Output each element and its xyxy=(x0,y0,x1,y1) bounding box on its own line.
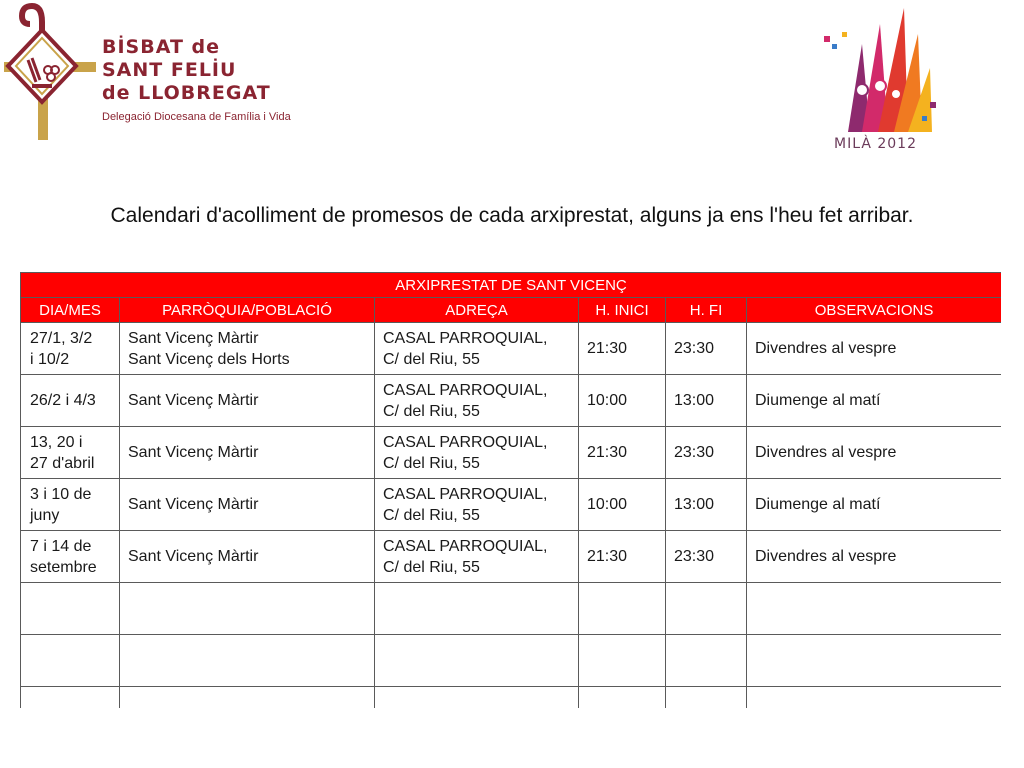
diocese-crosier-emblem-icon xyxy=(2,2,98,142)
bisbat-logo xyxy=(2,2,347,142)
cell-parish xyxy=(120,635,375,687)
cell-address-line: C/ del Riu, 55 xyxy=(383,506,480,524)
col-header-date: DIA/MES xyxy=(21,298,120,323)
cell-notes: Divendres al vespre xyxy=(747,427,1002,479)
cell-address-line: C/ del Riu, 55 xyxy=(383,558,480,576)
cell-end-time xyxy=(666,583,747,635)
cell-date xyxy=(21,531,120,583)
cell-end-time: 13:00 xyxy=(666,375,747,427)
table-title: ARXIPRESTAT DE SANT VICENÇ xyxy=(21,273,1002,298)
cell-end-time xyxy=(666,635,747,687)
col-header-address: ADREÇA xyxy=(375,298,579,323)
cell-date xyxy=(21,323,120,375)
cell-address xyxy=(375,531,579,583)
cell-start-time xyxy=(579,583,666,635)
table-row xyxy=(21,531,1002,583)
cell-start-time: 21:30 xyxy=(579,427,666,479)
col-header-start: H. INICI xyxy=(579,298,666,323)
cell-date xyxy=(21,427,120,479)
cell-date-line: 7 i 14 de xyxy=(30,537,92,555)
cell-date xyxy=(21,375,120,427)
cell-parish-line: Sant Vicenç dels Horts xyxy=(128,350,290,368)
schedule-table-wrapper xyxy=(20,272,1001,708)
cell-address-line: CASAL PARROQUIAL, xyxy=(383,485,548,503)
mila-2012-logo xyxy=(818,4,940,156)
cell-notes: Diumenge al matí xyxy=(747,479,1002,531)
cell-parish xyxy=(120,427,375,479)
cell-date-line: 13, 20 i xyxy=(30,433,83,451)
cell-parish xyxy=(120,583,375,635)
cell-notes: Divendres al vespre xyxy=(747,531,1002,583)
cell-address xyxy=(375,479,579,531)
cell-address xyxy=(375,635,579,687)
cell-notes xyxy=(747,583,1002,635)
org-name-line-1: BİSBAT de xyxy=(102,36,221,58)
cell-address-line: C/ del Riu, 55 xyxy=(383,402,480,420)
cell-address xyxy=(375,323,579,375)
table-row xyxy=(21,635,1002,687)
cell-address-line: CASAL PARROQUIAL, xyxy=(383,433,548,451)
cell-address xyxy=(375,687,579,709)
cell-parish-line: Sant Vicenç Màrtir xyxy=(128,329,259,347)
cell-date-line: 3 i 10 de xyxy=(30,485,92,503)
cell-start-time: 10:00 xyxy=(579,375,666,427)
cell-start-time xyxy=(579,635,666,687)
cell-notes xyxy=(747,635,1002,687)
cell-start-time: 10:00 xyxy=(579,479,666,531)
org-name-line-3: de LLOBREGAT xyxy=(102,82,271,104)
cell-parish-line: Sant Vicenç Màrtir xyxy=(128,496,259,513)
cell-parish xyxy=(120,687,375,709)
table-row xyxy=(21,687,1002,709)
cell-address xyxy=(375,427,579,479)
cell-end-time: 23:30 xyxy=(666,323,747,375)
cell-date xyxy=(21,687,120,709)
table-row xyxy=(21,375,1002,427)
cell-address-line: CASAL PARROQUIAL, xyxy=(383,537,548,555)
cell-start-time: 21:30 xyxy=(579,531,666,583)
table-row xyxy=(21,583,1002,635)
cell-address xyxy=(375,375,579,427)
table-row xyxy=(21,427,1002,479)
cell-address-line: C/ del Riu, 55 xyxy=(383,350,480,368)
org-name-line-2: SANT FELİU xyxy=(102,59,237,81)
cell-address-line: CASAL PARROQUIAL, xyxy=(383,381,548,399)
cell-notes: Divendres al vespre xyxy=(747,323,1002,375)
cell-start-time xyxy=(579,687,666,709)
cell-end-time: 23:30 xyxy=(666,427,747,479)
cell-notes xyxy=(747,687,1002,709)
cell-parish xyxy=(120,375,375,427)
cell-start-time: 21:30 xyxy=(579,323,666,375)
cell-parish-line: Sant Vicenç Màrtir xyxy=(128,392,259,409)
cell-notes: Diumenge al matí xyxy=(747,375,1002,427)
cell-end-time: 13:00 xyxy=(666,479,747,531)
col-header-end: H. FI xyxy=(666,298,747,323)
intro-text: Calendari d'acolliment de promesos de cada arxiprestat, alguns ja ens l'heu fet arribar. xyxy=(110,204,914,227)
family-flames-icon xyxy=(818,4,940,134)
cell-parish xyxy=(120,531,375,583)
cell-date-line: i 10/2 xyxy=(30,350,70,368)
cell-parish xyxy=(120,479,375,531)
cell-date-line: 26/2 i 4/3 xyxy=(30,392,96,409)
cell-date xyxy=(21,583,120,635)
cell-date-line: setembre xyxy=(30,558,97,576)
cell-address-line: CASAL PARROQUIAL, xyxy=(383,329,548,347)
col-header-parish: PARRÒQUIA/POBLACIÓ xyxy=(120,298,375,323)
cell-date-line: 27/1, 3/2 xyxy=(30,329,93,347)
cell-address-line: C/ del Riu, 55 xyxy=(383,454,480,472)
event-caption: MILÀ 2012 xyxy=(834,136,917,152)
cell-date-line: 27 d'abril xyxy=(30,454,95,472)
table-row xyxy=(21,323,1002,375)
cell-date-line: juny xyxy=(30,506,60,524)
schedule-table xyxy=(20,272,1001,708)
cell-end-time: 23:30 xyxy=(666,531,747,583)
cell-date xyxy=(21,479,120,531)
cell-address xyxy=(375,583,579,635)
table-row xyxy=(21,479,1002,531)
col-header-notes: OBSERVACIONS xyxy=(747,298,1002,323)
cell-parish-line: Sant Vicenç Màrtir xyxy=(128,548,259,565)
cell-date xyxy=(21,635,120,687)
cell-parish xyxy=(120,323,375,375)
cell-end-time xyxy=(666,687,747,709)
cell-parish-line: Sant Vicenç Màrtir xyxy=(128,444,259,461)
org-subtitle: Delegació Diocesana de Família i Vida xyxy=(102,111,291,123)
